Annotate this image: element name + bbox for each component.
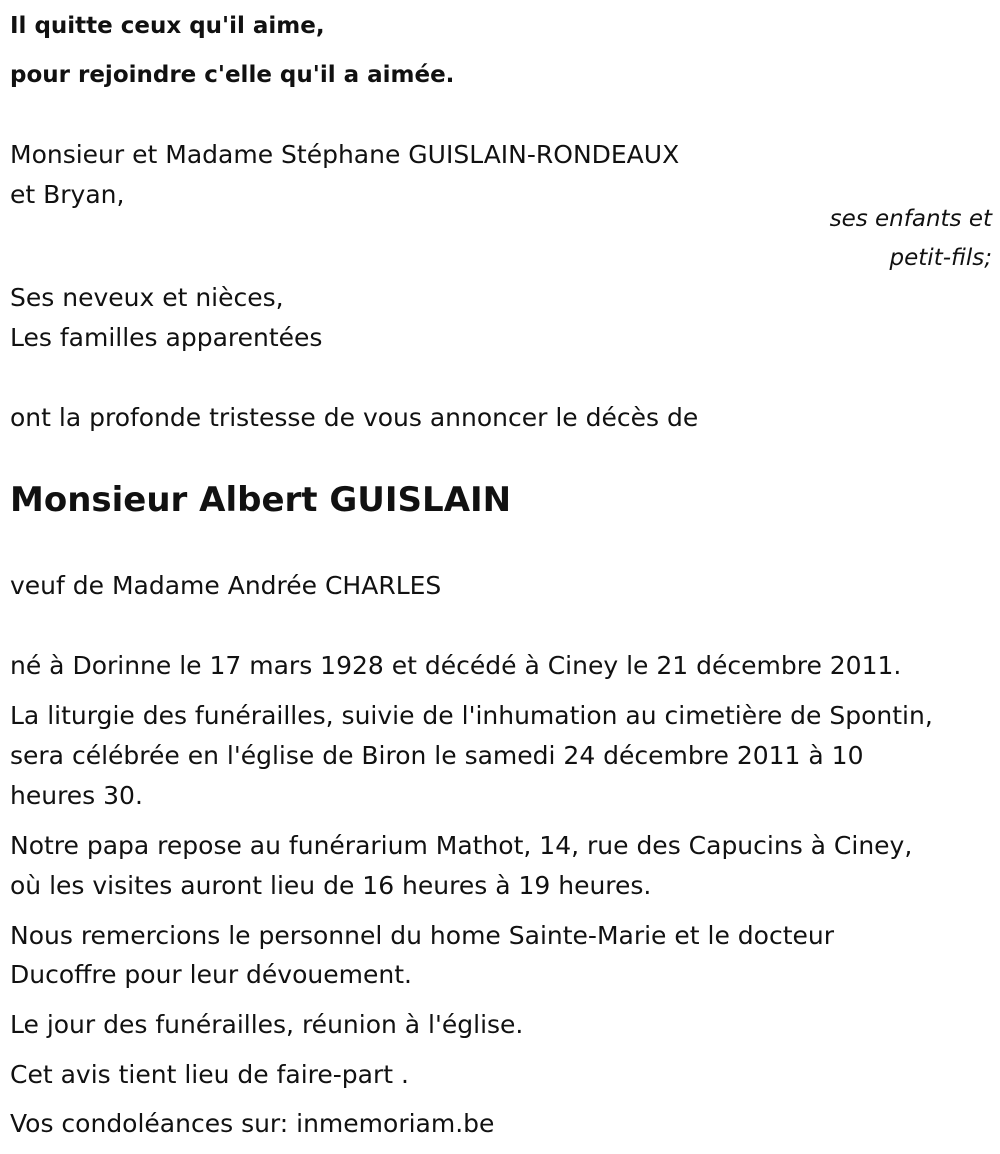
children-line-2: et Bryan, [10, 180, 125, 209]
liturgy-line-3: heures 30. [10, 781, 143, 810]
liturgy-line-1: La liturgie des funérailles, suivie de l'inhumation au cimetière de Spontin, [10, 701, 933, 730]
reunion-text: Le jour des funérailles, réunion à l'église. [10, 1010, 524, 1039]
announcement-text: ont la profonde tristesse de vous annoncer le décès de [10, 403, 699, 432]
children-role-line-1: ses enfants et [829, 206, 992, 232]
obituary-notice [10, 0, 992, 1154]
deceased-name: Monsieur Albert GUISLAIN [10, 480, 512, 520]
funerarium-line-1: Notre papa repose au funérarium Mathot, 14, rue des Capucins à Ciney, [10, 831, 913, 860]
birth-death-dates: né à Dorinne le 17 mars 1928 et décédé à Ciney le 21 décembre 2011. [10, 651, 902, 680]
liturgy-line-2: sera célébrée en l'église de Biron le samedi 24 décembre 2011 à 10 [10, 741, 864, 770]
faire-part-notice: Cet avis tient lieu de faire-part . [10, 1060, 409, 1089]
relatives-line-1: Ses neveux et nièces, [10, 283, 284, 312]
condolences-text: Vos condoléances sur: inmemoriam.be [10, 1109, 495, 1138]
intro-line-2: pour rejoindre c'elle qu'il a aimée. [10, 62, 455, 88]
intro-line-1: Il quitte ceux qu'il aime, [10, 13, 325, 39]
funerarium-line-2: où les visites auront lieu de 16 heures à 19 heures. [10, 871, 652, 900]
widower-text: veuf de Madame Andrée CHARLES [10, 571, 442, 600]
children-role-line-2: petit-fils; [889, 245, 992, 271]
relatives-line-2: Les familles apparentées [10, 323, 323, 352]
thanks-line-1: Nous remercions le personnel du home Sainte-Marie et le docteur [10, 921, 834, 950]
thanks-line-2: Ducoffre pour leur dévouement. [10, 960, 412, 989]
children-line-1: Monsieur et Madame Stéphane GUISLAIN-RONDEAUX [10, 140, 680, 169]
